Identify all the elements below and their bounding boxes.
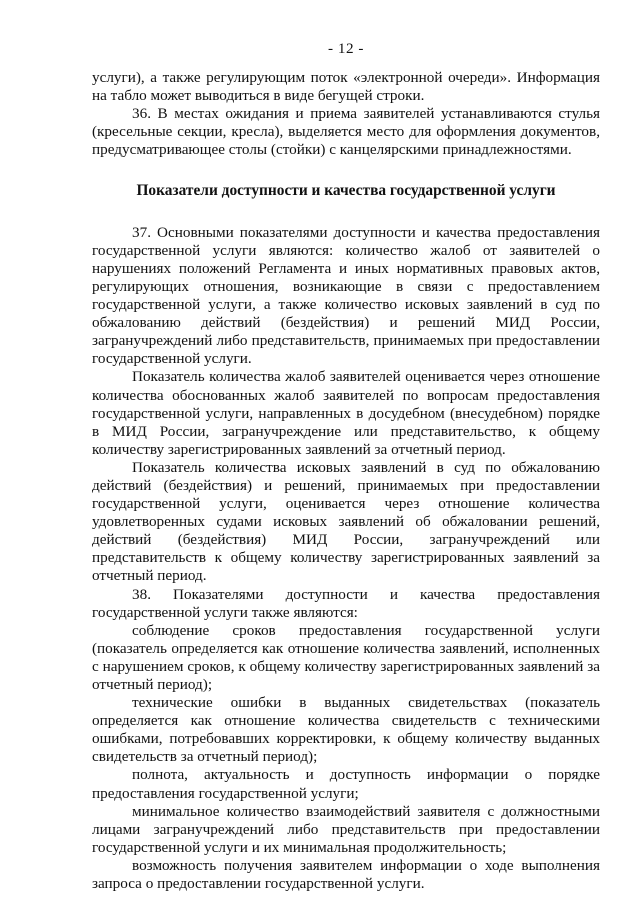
paragraph-37: 37. Основными показателями доступности и качества предоставления государственной услуги являются: количество жалоб от заявителей о нарушениях положений Регламента и иных нормативных правовых актов, регулирующих отношения, возникающие в связи с предоставлением государственной услуги, а также количество исковых заявлений в суд по обжалованию действий (бездействия) и решений МИД России, загранучреждений либо представительств, принимаемых при предоставлении государственной услуги. <box>92 223 600 368</box>
list-item-deadlines: соблюдение сроков предоставления государственной услуги (показатель определяется как отношение количества заявлений, исполненных с нарушением сроков, к общему количеству зарегистрированных заявлений за отчетный период); <box>92 621 600 693</box>
page-number: - 12 - <box>328 40 364 57</box>
paragraph-lawsuits-indicator: Показатель количества исковых заявлений в суд по обжалованию действий (бездействия) и решений, принимаемых при предоставлении государственной услуги, оценивается через отношение количества удовлетворенных судами исковых заявлений об обжаловании решений, действий (бездействия) МИД России, загранучреждений или представительств к общему количеству зарегистрированных заявлений за отчетный период. <box>92 458 600 585</box>
list-item-information-completeness: полнота, актуальность и доступность информации о порядке предоставления государственной услуги; <box>92 766 600 802</box>
paragraph-continuation: услуги), а также регулирующим поток «электронной очереди». Информация на табло может выводиться в виде бегущей строки. <box>92 69 600 105</box>
list-item-minimal-interactions: минимальное количество взаимодействий заявителя с должностными лицами загранучреждений либо представительств при предоставлении государственной услуги и их минимальная продолжительность; <box>92 802 600 856</box>
document-page <box>92 40 600 893</box>
section-heading: Показатели доступности и качества государственной услуги <box>136 181 556 199</box>
list-item-technical-errors: технические ошибки в выданных свидетельствах (показатель определяется как отношение количества свидетельств с техническими ошибками, потребовавших корректировки, к общему количеству выданных свидетельств за отчетный период); <box>92 694 600 766</box>
paragraph-36: 36. В местах ожидания и приема заявителей устанавливаются стулья (кресельные секции, кресла), выделяется место для оформления документов, предусматривающее столы (стойки) с канцелярскими принадлежностями. <box>92 105 600 159</box>
paragraph-38: 38. Показателями доступности и качества предоставления государственной услуги также являются: <box>92 585 600 621</box>
paragraph-complaints-indicator: Показатель количества жалоб заявителей оценивается через отношение количества обоснованных жалоб заявителей по вопросам предоставления государственной услуги, направленных в досудебном (внесудебном) порядке в МИД России, загранучреждение или представительство, к общему количеству зарегистрированных заявлений за отчетный период. <box>92 368 600 458</box>
list-item-progress-information: возможность получения заявителем информации о ходе выполнения запроса о предоставлении государственной услуги. <box>92 856 600 893</box>
